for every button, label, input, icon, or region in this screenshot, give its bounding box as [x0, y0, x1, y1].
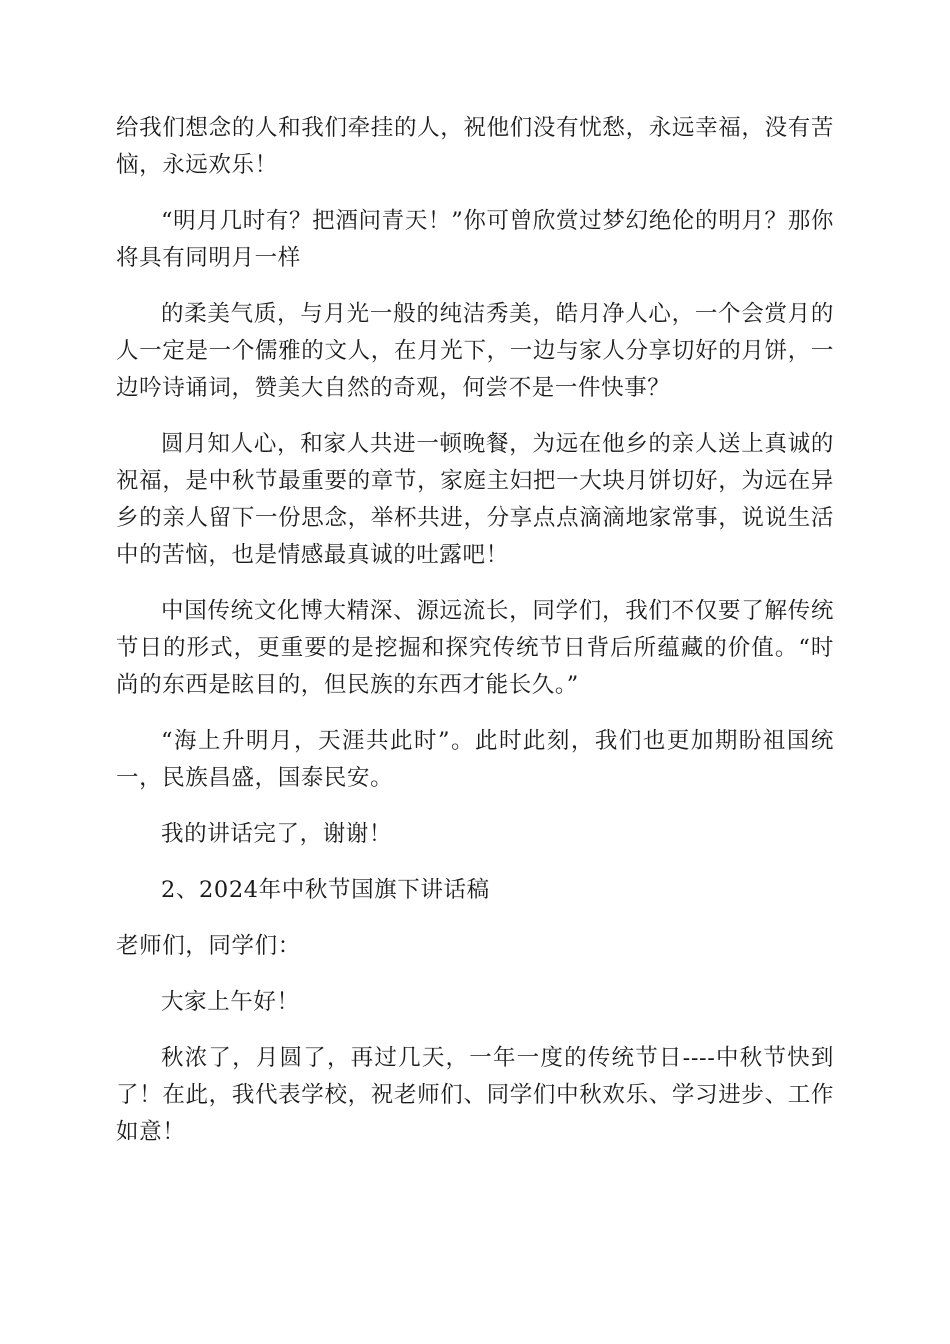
paragraph-7: 我的讲话完了，谢谢！ [161, 821, 393, 847]
greeting: 大家上午好！ [161, 989, 300, 1015]
paragraph-11: 秋浓了，月圆了，再过几天，一年一度的传统节日----中秋节快到了！在此，我代表学校，祝老师们、同学们中秋欢乐、学习进步、工作如意！ [116, 1045, 834, 1145]
document-page [116, 110, 834, 1170]
paragraph-2: “明月几时有？把酒问青天！”你可曾欣赏过梦幻绝伦的明月？那你将具有同明月一样 [116, 208, 834, 271]
salutation: 老师们，同学们： [116, 933, 301, 959]
section-heading: 2、2024年中秋节国旗下讲话稿 [161, 877, 490, 903]
paragraph-6: “海上升明月，天涯共此时”。此时此刻，我们也更加期盼祖国统一，民族昌盛，国泰民安。 [116, 728, 834, 791]
paragraph-5: 中国传统文化博大精深、源远流长，同学们，我们不仅要了解传统节日的形式，更重要的是挖掘和探究传统节日背后所蕴藏的价值。“时尚的东西是眩目的，但民族的东西才能长久。” [116, 598, 834, 698]
paragraph-1: 给我们想念的人和我们牵挂的人，祝他们没有忧愁，永远幸福，没有苦恼，永远欢乐！ [116, 115, 834, 178]
paragraph-3: 的柔美气质，与月光一般的纯洁秀美，皓月净人心，一个会赏月的人一定是一个儒雅的文人，在月光下，一边与家人分享切好的月饼，一边吟诗诵词，赞美大自然的奇观，何尝不是一件快事？ [116, 301, 834, 401]
paragraph-4: 圆月知人心，和家人共进一顿晚餐，为远在他乡的亲人送上真诚的祝福，是中秋节最重要的章节，家庭主妇把一大块月饼切好，为远在异乡的亲人留下一份思念，举杯共进，分享点点滴滴地家常事，说说生活中的苦恼，也是情感最真诚的吐露吧！ [116, 431, 834, 568]
